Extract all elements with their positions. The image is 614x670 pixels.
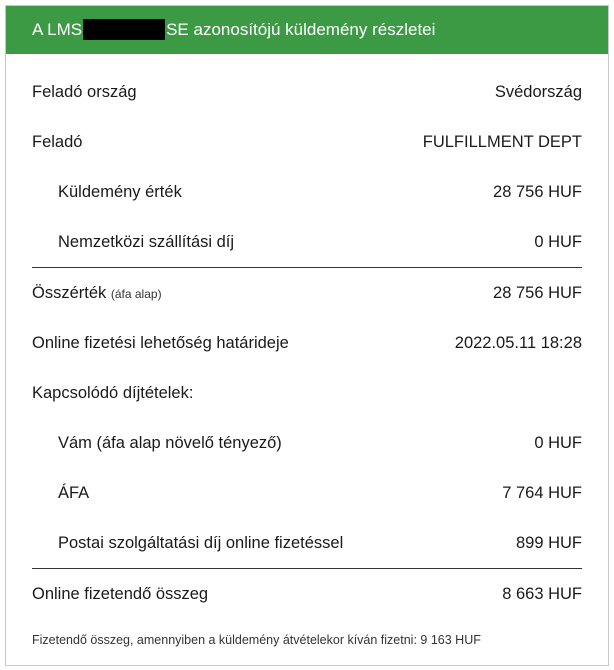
row-label: Postai szolgáltatási díj online fizetéssel [58, 533, 344, 552]
row-value: FULFILLMENT DEPT [422, 132, 582, 151]
row-label: Feladó [32, 132, 83, 151]
row-customs-duty [32, 418, 582, 468]
row-value: 7 764 HUF [502, 483, 582, 502]
row-international-shipping-fee [32, 217, 582, 267]
fees-heading-row [32, 368, 582, 418]
row-shipment-value [32, 167, 582, 217]
row-label: ÁFA [58, 483, 90, 502]
total-label: Összérték [32, 283, 107, 302]
row-label: Nemzetközi szállítási díj [58, 232, 235, 251]
details-body [6, 67, 608, 647]
footer-note: Fizetendő összeg, amennyiben a küldemény átvételekor kíván fizetni: 9 163 HUF [32, 633, 481, 647]
fees-heading: Kapcsolódó díjtételek: [32, 383, 194, 402]
row-vat [32, 468, 582, 518]
row-value: 0 HUF [534, 232, 582, 251]
row-label: Küldemény érték [58, 182, 182, 201]
row-label [32, 284, 162, 303]
row-value: 28 756 HUF [493, 283, 582, 302]
row-payment-deadline [32, 318, 582, 368]
header-title-suffix: SE azonosítójú küldemény részletei [166, 20, 436, 39]
row-value: 899 HUF [515, 533, 582, 552]
row-sender-country [32, 67, 582, 117]
header-title-prefix: A LMS [32, 20, 83, 39]
row-value: 2022.05.11 18:28 [454, 333, 582, 352]
row-sender [32, 117, 582, 167]
panel-header [6, 6, 608, 54]
total-sublabel: (áfa alap) [110, 286, 162, 301]
row-postal-service-fee [32, 518, 582, 568]
row-value: Svédország [494, 82, 582, 101]
row-value: 0 HUF [534, 433, 582, 452]
row-value: 28 756 HUF [493, 182, 582, 201]
row-value: 8 663 HUF [502, 584, 582, 603]
shipment-details-panel [5, 5, 609, 666]
row-label: Feladó ország [32, 82, 137, 101]
row-label: Online fizetendő összeg [32, 584, 209, 603]
row-label: Vám (áfa alap növelő tényező) [58, 433, 282, 452]
row-online-payable-amount [32, 569, 582, 619]
redacted-tracking-id [83, 19, 165, 40]
row-label: Online fizetési lehetőség határideje [32, 333, 289, 352]
row-total-value [32, 268, 582, 318]
